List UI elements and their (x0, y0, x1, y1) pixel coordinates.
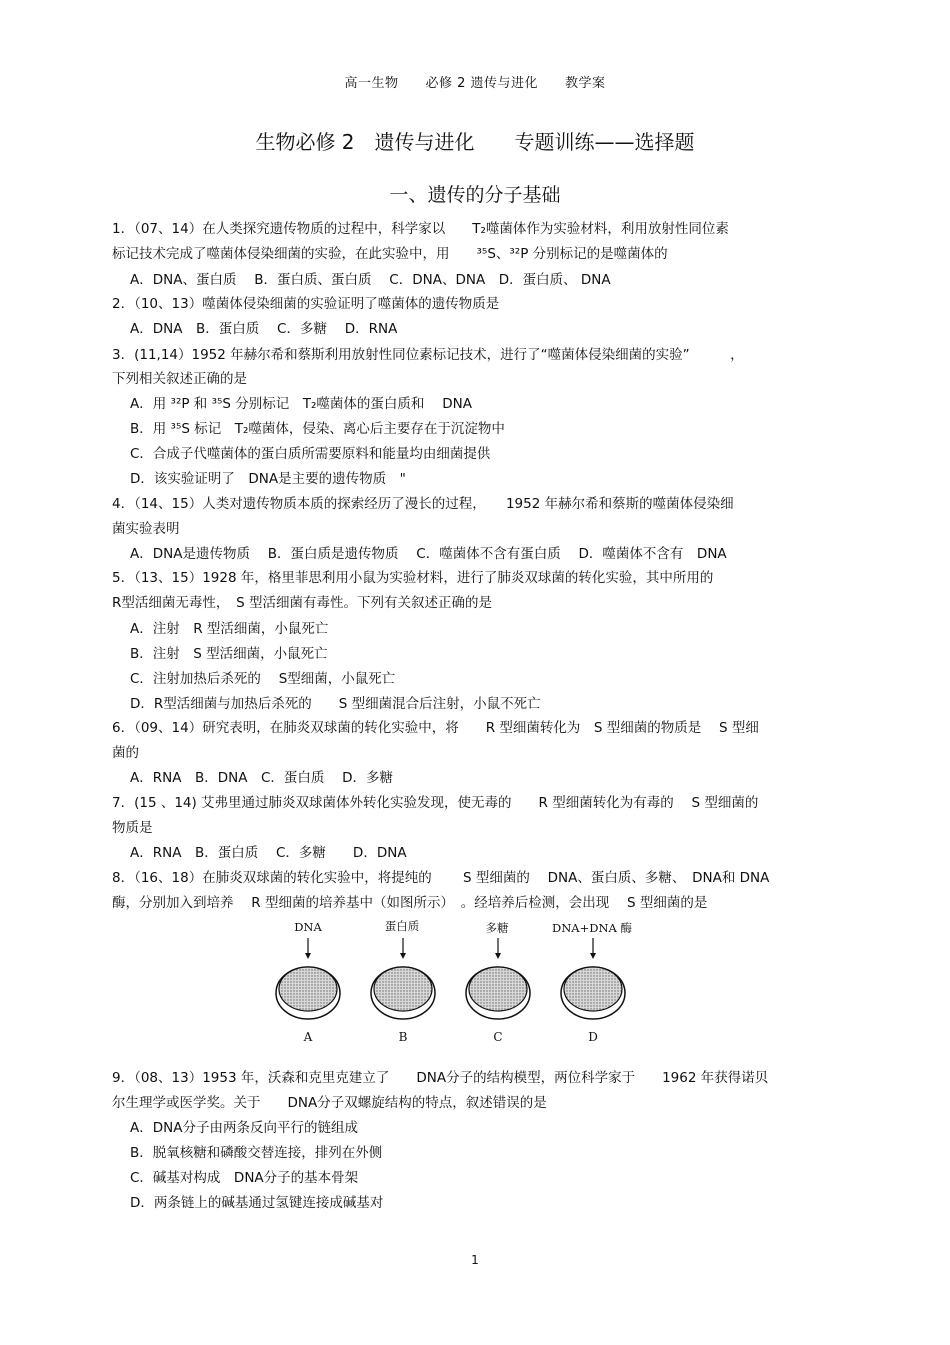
dish-a-label: DNA (294, 920, 322, 934)
dish-d-letter: D (588, 1030, 598, 1044)
question-3-line-2: 下列相关叙述正确的是 (112, 371, 247, 387)
page-title: 生物必修 2 遗传与进化 专题训练——选择题 (255, 130, 695, 154)
question-4-line-1: 4．（14、15）人类对遗传物质本质的探索经历了漫长的过程， 1952 年赫尔希和蔡斯的噬菌体侵染细 (112, 496, 734, 512)
question-8-line-2: 酶，分别加入到培养 R 型细菌的培养基中（如图所示） 。经培养后检测，会出现 S 型细菌的是 (112, 895, 708, 911)
question-7-line-2: 物质是 (112, 820, 153, 836)
question-5-option-c: C．注射加热后杀死的 S型细菌，小鼠死亡 (130, 671, 396, 687)
question-5-option-a: A．注射 R 型活细菌，小鼠死亡 (130, 621, 329, 637)
dish-c-label: 多糖 (485, 921, 509, 935)
question-1-line-2: 标记技术完成了噬菌体侵染细菌的实验，在此实验中，用 ³⁵S、³²P 分别标记的是噬菌体的 (112, 246, 668, 262)
culture-dish-figure (260, 915, 660, 1050)
question-8-line-1: 8．（16、18）在肺炎双球菌的转化实验中，将提纯的 S 型细菌的 DNA、蛋白质、多糖、 DNA和 DNA (112, 870, 770, 886)
question-5-option-d: D．R型活细菌与加热后杀死的 S 型细菌混合后注射，小鼠不死亡 (130, 696, 541, 712)
question-9-line-2: 尔生理学或医学奖。关于 DNA分子双螺旋结构的特点，叙述错误的是 (112, 1095, 547, 1111)
question-1-line-1: 1．（07、14）在人类探究遗传物质的过程中，科学家以 T₂噬菌体作为实验材料，利用放射性同位素 (112, 221, 729, 237)
question-5-option-b: B．注射 S 型活细菌，小鼠死亡 (130, 646, 328, 662)
question-1-options: A．DNA、蛋白质 B．蛋白质、蛋白质 C．DNA、DNA D．蛋白质、 DNA (130, 272, 611, 288)
page-header: 高一生物 必修 2 遗传与进化 教学案 (344, 76, 606, 91)
question-9-option-a: A．DNA分子由两条反向平行的链组成 (130, 1120, 358, 1136)
question-3-option-b: B．用 ³⁵S 标记 T₂噬菌体，侵染、离心后主要存在于沉淀物中 (130, 421, 505, 437)
question-9-line-1: 9．（08、13）1953 年，沃森和克里克建立了 DNA分子的结构模型，两位科学家于 1962 年获得诺贝 (112, 1070, 769, 1086)
dish-c (466, 938, 530, 1019)
question-5-line-2: R型活细菌无毒性， S 型活细菌有毒性。下列有关叙述正确的是 (112, 595, 492, 611)
question-2-options: A．DNA B．蛋白质 C．多糖 D．RNA (130, 321, 398, 337)
question-3-option-a: A．用 ³²P 和 ³⁵S 分别标记 T₂噬菌体的蛋白质和 DNA (130, 396, 472, 412)
dish-d (561, 938, 625, 1019)
question-7-line-1: 7．(15 、14) 艾弗里通过肺炎双球菌体外转化实验发现，使无毒的 R 型细菌转化为有毒的 S 型细菌的 (112, 795, 759, 811)
dish-d-label: DNA+DNA 酶 (552, 921, 632, 935)
question-4-line-2: 菌实验表明 (112, 521, 180, 537)
dish-b-letter: B (398, 1030, 408, 1044)
question-6-options: A．RNA B．DNA C．蛋白质 D．多糖 (130, 770, 394, 786)
question-6-line-2: 菌的 (112, 745, 139, 761)
question-2: 2．（10、13）噬菌体侵染细菌的实验证明了噬菌体的遗传物质是 (112, 296, 500, 312)
question-9-option-b: B．脱氧核糖和磷酸交替连接，排列在外侧 (130, 1145, 383, 1161)
section-heading: 一、遗传的分子基础 (389, 184, 561, 206)
question-9-option-c: C．碱基对构成 DNA分子的基本骨架 (130, 1170, 359, 1186)
dish-b-label: 蛋白质 (384, 919, 420, 933)
dish-a-letter: A (303, 1030, 313, 1044)
question-5-line-1: 5．（13、15）1928 年，格里菲思利用小鼠为实验材料，进行了肺炎双球菌的转化实验，其中所用的 (112, 570, 714, 586)
page-number: 1 (471, 1253, 479, 1267)
question-7-options: A．RNA B．蛋白质 C．多糖 D．DNA (130, 845, 407, 861)
question-4-options: A．DNA是遗传物质 B．蛋白质是遗传物质 C．噬菌体不含有蛋白质 D．噬菌体不含有 DNA (130, 546, 727, 562)
question-3-option-d: D．该实验证明了 DNA是主要的遗传物质 " (130, 471, 406, 487)
question-3-line-1: 3．(11,14）1952 年赫尔希和蔡斯利用放射性同位素标记技术，进行了“噬菌体侵染细菌的实验” ， (112, 347, 744, 363)
dish-a (276, 938, 340, 1019)
dish-b (371, 938, 435, 1019)
question-9-option-d: D．两条链上的碱基通过氢键连接成碱基对 (130, 1195, 384, 1211)
dish-c-letter: C (493, 1030, 503, 1044)
question-6-line-1: 6．（09、14）研究表明，在肺炎双球菌的转化实验中，将 R 型细菌转化为 S 型细菌的物质是 S 型细 (112, 720, 759, 736)
question-3-option-c: C．合成子代噬菌体的蛋白质所需要原料和能量均由细菌提供 (130, 446, 491, 462)
